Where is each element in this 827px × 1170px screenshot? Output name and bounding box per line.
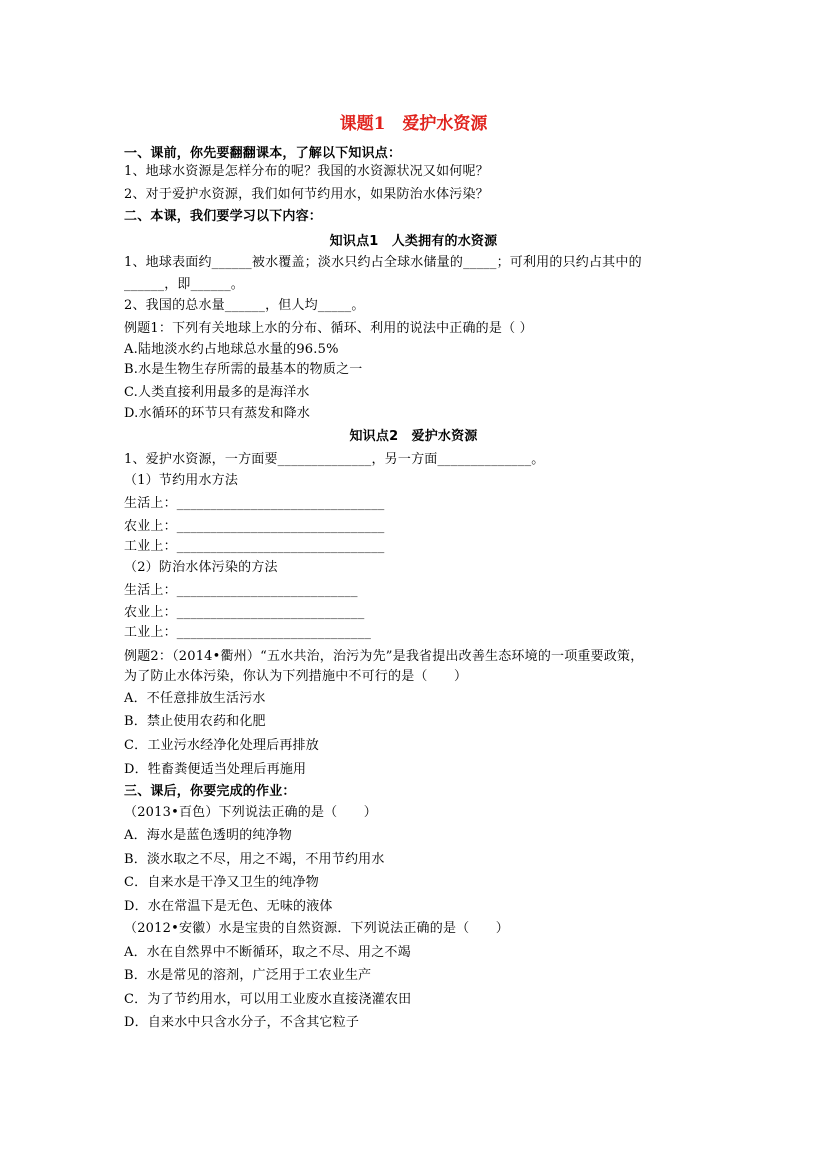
text-line-p1b2: 农业上：____________________________ xyxy=(124,605,365,620)
text-line-hw2a: A．水在自然界中不断循环，取之不尽、用之不竭 xyxy=(124,945,411,960)
text-line-ex2a1: A．不任意排放生活污水 xyxy=(124,691,266,706)
text-line-ex1b: B.水是生物生存所需的最基本的物质之一 xyxy=(124,362,363,377)
text-line-p1: 1、爱护水资源，一方面要______________，另一方面______________。 xyxy=(124,452,545,467)
text-line-p1a2: 农业上：_______________________________ xyxy=(124,519,385,534)
text-line-p1a1: 生活上：_______________________________ xyxy=(124,496,385,511)
text-line-k1: 知识点1 人类拥有的水资源 xyxy=(329,234,498,249)
text-line-s1: 一、课前，你先要翻翻课本，了解以下知识点： xyxy=(124,146,402,161)
text-line-ex1c: C.人类直接利用最多的是海洋水 xyxy=(124,385,310,400)
text-line-hw2b: B．水是常见的溶剂，广泛用于工农业生产 xyxy=(124,968,372,983)
text-line-q2: 2、对于爱护水资源，我们如何节约用水，如果防治水体污染？ xyxy=(124,187,489,202)
text-line-ex2a3: C．工业污水经净化处理后再排放 xyxy=(124,738,319,753)
text-line-p1b: （2）防治水体污染的方法 xyxy=(124,560,278,575)
text-line-ex2b: 为了防止水体污染，你认为下列措施中不可行的是（ ） xyxy=(124,669,468,684)
text-line-hw1d: D．水在常温下是无色、无味的液体 xyxy=(124,899,333,914)
text-line-ex2a4: D．牲畜粪便适当处理后再施用 xyxy=(124,762,307,777)
text-line-f2: 2、我国的总水量______，但人均_____。 xyxy=(124,298,365,313)
text-line-hw1: （2013•百色）下列说法正确的是（ ） xyxy=(124,805,377,820)
text-line-k2: 知识点2 爱护水资源 xyxy=(349,429,478,444)
text-line-p1a3: 工业上：_______________________________ xyxy=(124,539,385,554)
text-line-hw2: （2012•安徽）水是宝贵的自然资源．下列说法正确的是（ ） xyxy=(124,921,509,936)
text-line-ex2a2: B．禁止使用农药和化肥 xyxy=(124,714,266,729)
text-line-ex1d: D.水循环的环节只有蒸发和降水 xyxy=(124,406,311,421)
text-line-s3: 三、课后，你要完成的作业： xyxy=(124,784,296,799)
text-line-hw2d: D．自来水中只含水分子，不含其它粒子 xyxy=(124,1015,360,1030)
text-line-ex1: 例题1：下列有关地球上水的分布、循环、利用的说法中正确的是（ ） xyxy=(124,321,533,336)
text-line-hw1b: B．淡水取之不尽，用之不竭，不用节约用水 xyxy=(124,852,385,867)
text-line-ex1a: A.陆地淡水约占地球总水量的96.5% xyxy=(124,342,339,357)
text-line-p1b1: 生活上：___________________________ xyxy=(124,583,358,598)
text-line-f1b: ______，即______。 xyxy=(124,277,244,292)
text-line-p1b3: 工业上：_____________________________ xyxy=(124,625,372,640)
text-line-ex2: 例题2：（2014•衢州）“五水共治，治污为先”是我省提出改善生态环境的一项重要政策， xyxy=(124,649,644,664)
page-title: 课题1 爱护水资源 xyxy=(339,114,488,134)
text-line-s2: 二、本课，我们要学习以下内容： xyxy=(124,209,323,224)
text-line-hw2c: C．为了节约用水，可以用工业废水直接浇灌农田 xyxy=(124,992,412,1007)
text-line-f1: 1、地球表面约______被水覆盖；淡水只约占全球水储量的_____；可利用的只约占其中的 xyxy=(124,255,642,270)
text-line-p1a: （1）节约用水方法 xyxy=(124,473,239,488)
text-line-hw1c: C．自来水是干净又卫生的纯净物 xyxy=(124,875,319,890)
text-line-q1: 1、地球水资源是怎样分布的呢？我国的水资源状况又如何呢？ xyxy=(124,164,489,179)
text-line-hw1a: A．海水是蓝色透明的纯净物 xyxy=(124,828,292,843)
